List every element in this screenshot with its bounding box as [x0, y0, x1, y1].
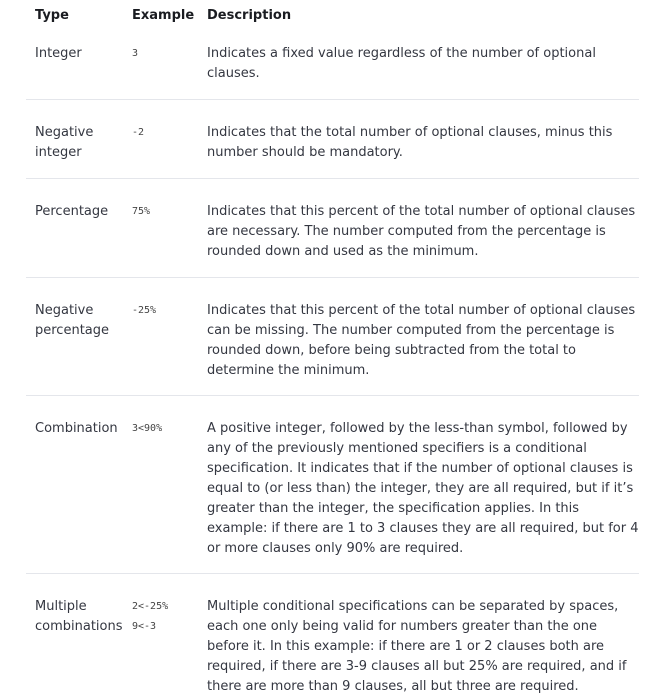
example-cell: [126, 178, 198, 277]
example-cell: [126, 395, 198, 573]
table-row: [26, 99, 639, 178]
header-type: Type: [35, 8, 69, 23]
example-cell: [126, 573, 198, 697]
description-cell: Indicates a fixed value regardless of the number of optional clauses.: [207, 46, 596, 81]
type-cell: Percentage: [26, 178, 126, 277]
header-row: [26, 0, 639, 34]
header-example: Example: [132, 8, 195, 23]
example-cell: [126, 99, 198, 178]
example-value: 75%: [132, 205, 151, 217]
type-cell: Integer: [35, 46, 82, 61]
example-cell: [126, 34, 198, 99]
table-row: [26, 395, 639, 573]
example-value: 3: [132, 48, 139, 59]
description-cell: Indicates that this percent of the total number of optional clauses can be missing. The number computed from the percentage is rounded down, before being subtracted from the total to determine the minimum.: [198, 277, 639, 395]
example-cell: [126, 277, 198, 395]
table-row: [26, 34, 639, 99]
description-cell: Indicates that this percent of the total number of optional clauses are necessary. The number computed from the percentage is rounded down and used as the minimum.: [198, 178, 639, 277]
description-cell: A positive integer, followed by the less-than symbol, followed by any of the previously mentioned specifiers is a conditional specification. It indicates that if the number of optional clauses is equal to (or less than) the integer, they are all required, but if it’s greater than the integer, the specification applies. In this example: if there are 1 to 3 clauses they are all required, but for 4 or more clauses only 90% are required.: [198, 395, 639, 573]
type-cell: Negative percentage: [26, 277, 126, 395]
header-description: Description: [207, 8, 292, 23]
parameter-table: [26, 0, 639, 697]
table-row: [26, 573, 639, 697]
description-cell: Multiple conditional specifications can be separated by spaces, each one only being valid for numbers greater than the one before it. In this example: if there are 1 or 2 clauses both are required, if there are 3-9 clauses all but 25% are required, and if there are more than 9 clauses, all but three are required.: [198, 573, 639, 697]
type-cell: Negative integer: [26, 99, 126, 178]
example-value: 3<90%: [132, 422, 163, 434]
example-value: -2: [132, 126, 145, 138]
example-value: -25%: [132, 304, 157, 316]
table-row: [26, 178, 639, 277]
type-cell: Multiple combinations: [26, 573, 126, 697]
description-cell: Indicates that the total number of optional clauses, minus this number should be mandatory.: [198, 99, 639, 178]
example-value: 9<-3: [132, 620, 157, 632]
type-cell: Combination: [26, 395, 126, 573]
table-row: [26, 277, 639, 395]
example-value: 2<-25%: [132, 600, 169, 612]
